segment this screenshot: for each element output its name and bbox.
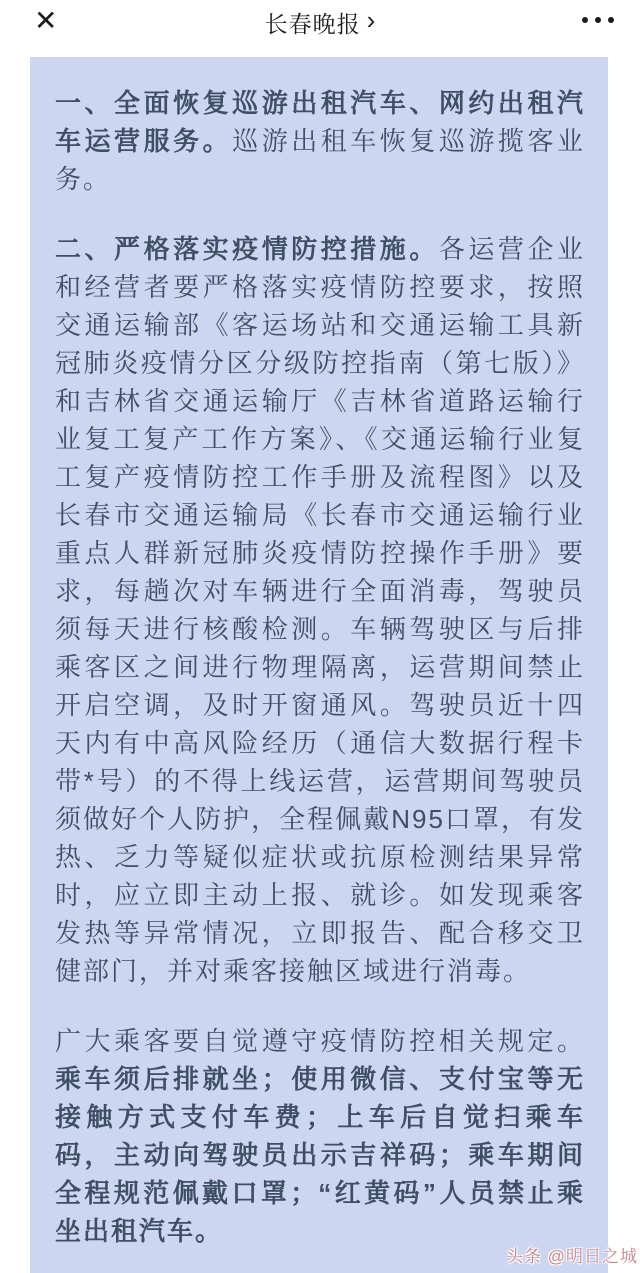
paragraph-2 [55,230,585,990]
paragraph-1 [55,84,585,198]
body-text: 广大乘客要自觉遵守疫情防控相关规定。 [55,1026,585,1056]
more-menu-icon[interactable] [582,17,614,23]
paragraph-3 [55,1022,585,1250]
watermark: 头条 @明日之城 [506,1247,638,1266]
title-bar [0,0,640,57]
page-title: 长春晚报 [264,10,361,37]
emphasis-text: 乘车须后排就坐；使用微信、支付宝等无接触方式支付车费；上车后自觉扫乘车码，主动向驾驶员出示吉祥码；乘车期间全程规范佩戴口罩；“红黄码”人员禁止乘坐出租汽车。 [55,1064,585,1246]
chevron-right-icon: › [366,5,376,35]
paragraph-list [55,84,585,1250]
body-text: 各运营企业和经营者要严格落实疫情防控要求，按照交通运输部《客运场站和交通运输工具新冠肺炎疫情分区分级防控指南（第七版）》和吉林省交通运输厅《吉林省道路运输行业复工复产工作方案》、《交通运输行业复工复产疫情防控工作手册及流程图》以及长春市交通运输局《长春市交通运输行业重点人群新冠肺炎疫情防控操作手册》要求，每趟次对车辆进行全面消毒，驾驶员须每天进行核酸检测。车辆驾驶区与后排乘客区之间进行物理隔离，运营期间禁止开启空调，及时开窗通风。驾驶员近十四天内有中高风险经历（通信大数据行程卡带*号）的不得上线运营，运营期间驾驶员须做好个人防护，全程佩戴N95口罩，有发热、乏力等疑似症状或抗原检测结果异常时，应立即主动上报、就诊。如发现乘客发热等异常情况，立即报告、配合移交卫健部门，并对乘客接触区域进行消毒。 [55,234,585,986]
channel-link[interactable] [0,0,640,44]
emphasis-text: 一、全面恢复巡游出租汽车、网约出租汽车运营服务。 [55,88,585,156]
body-text: 巡游出租车恢复巡游揽客业务。 [55,126,585,194]
article-body [30,57,608,1273]
close-icon[interactable]: ✕ [34,5,58,36]
emphasis-text: 二、严格落实疫情防控措施。 [55,234,439,264]
